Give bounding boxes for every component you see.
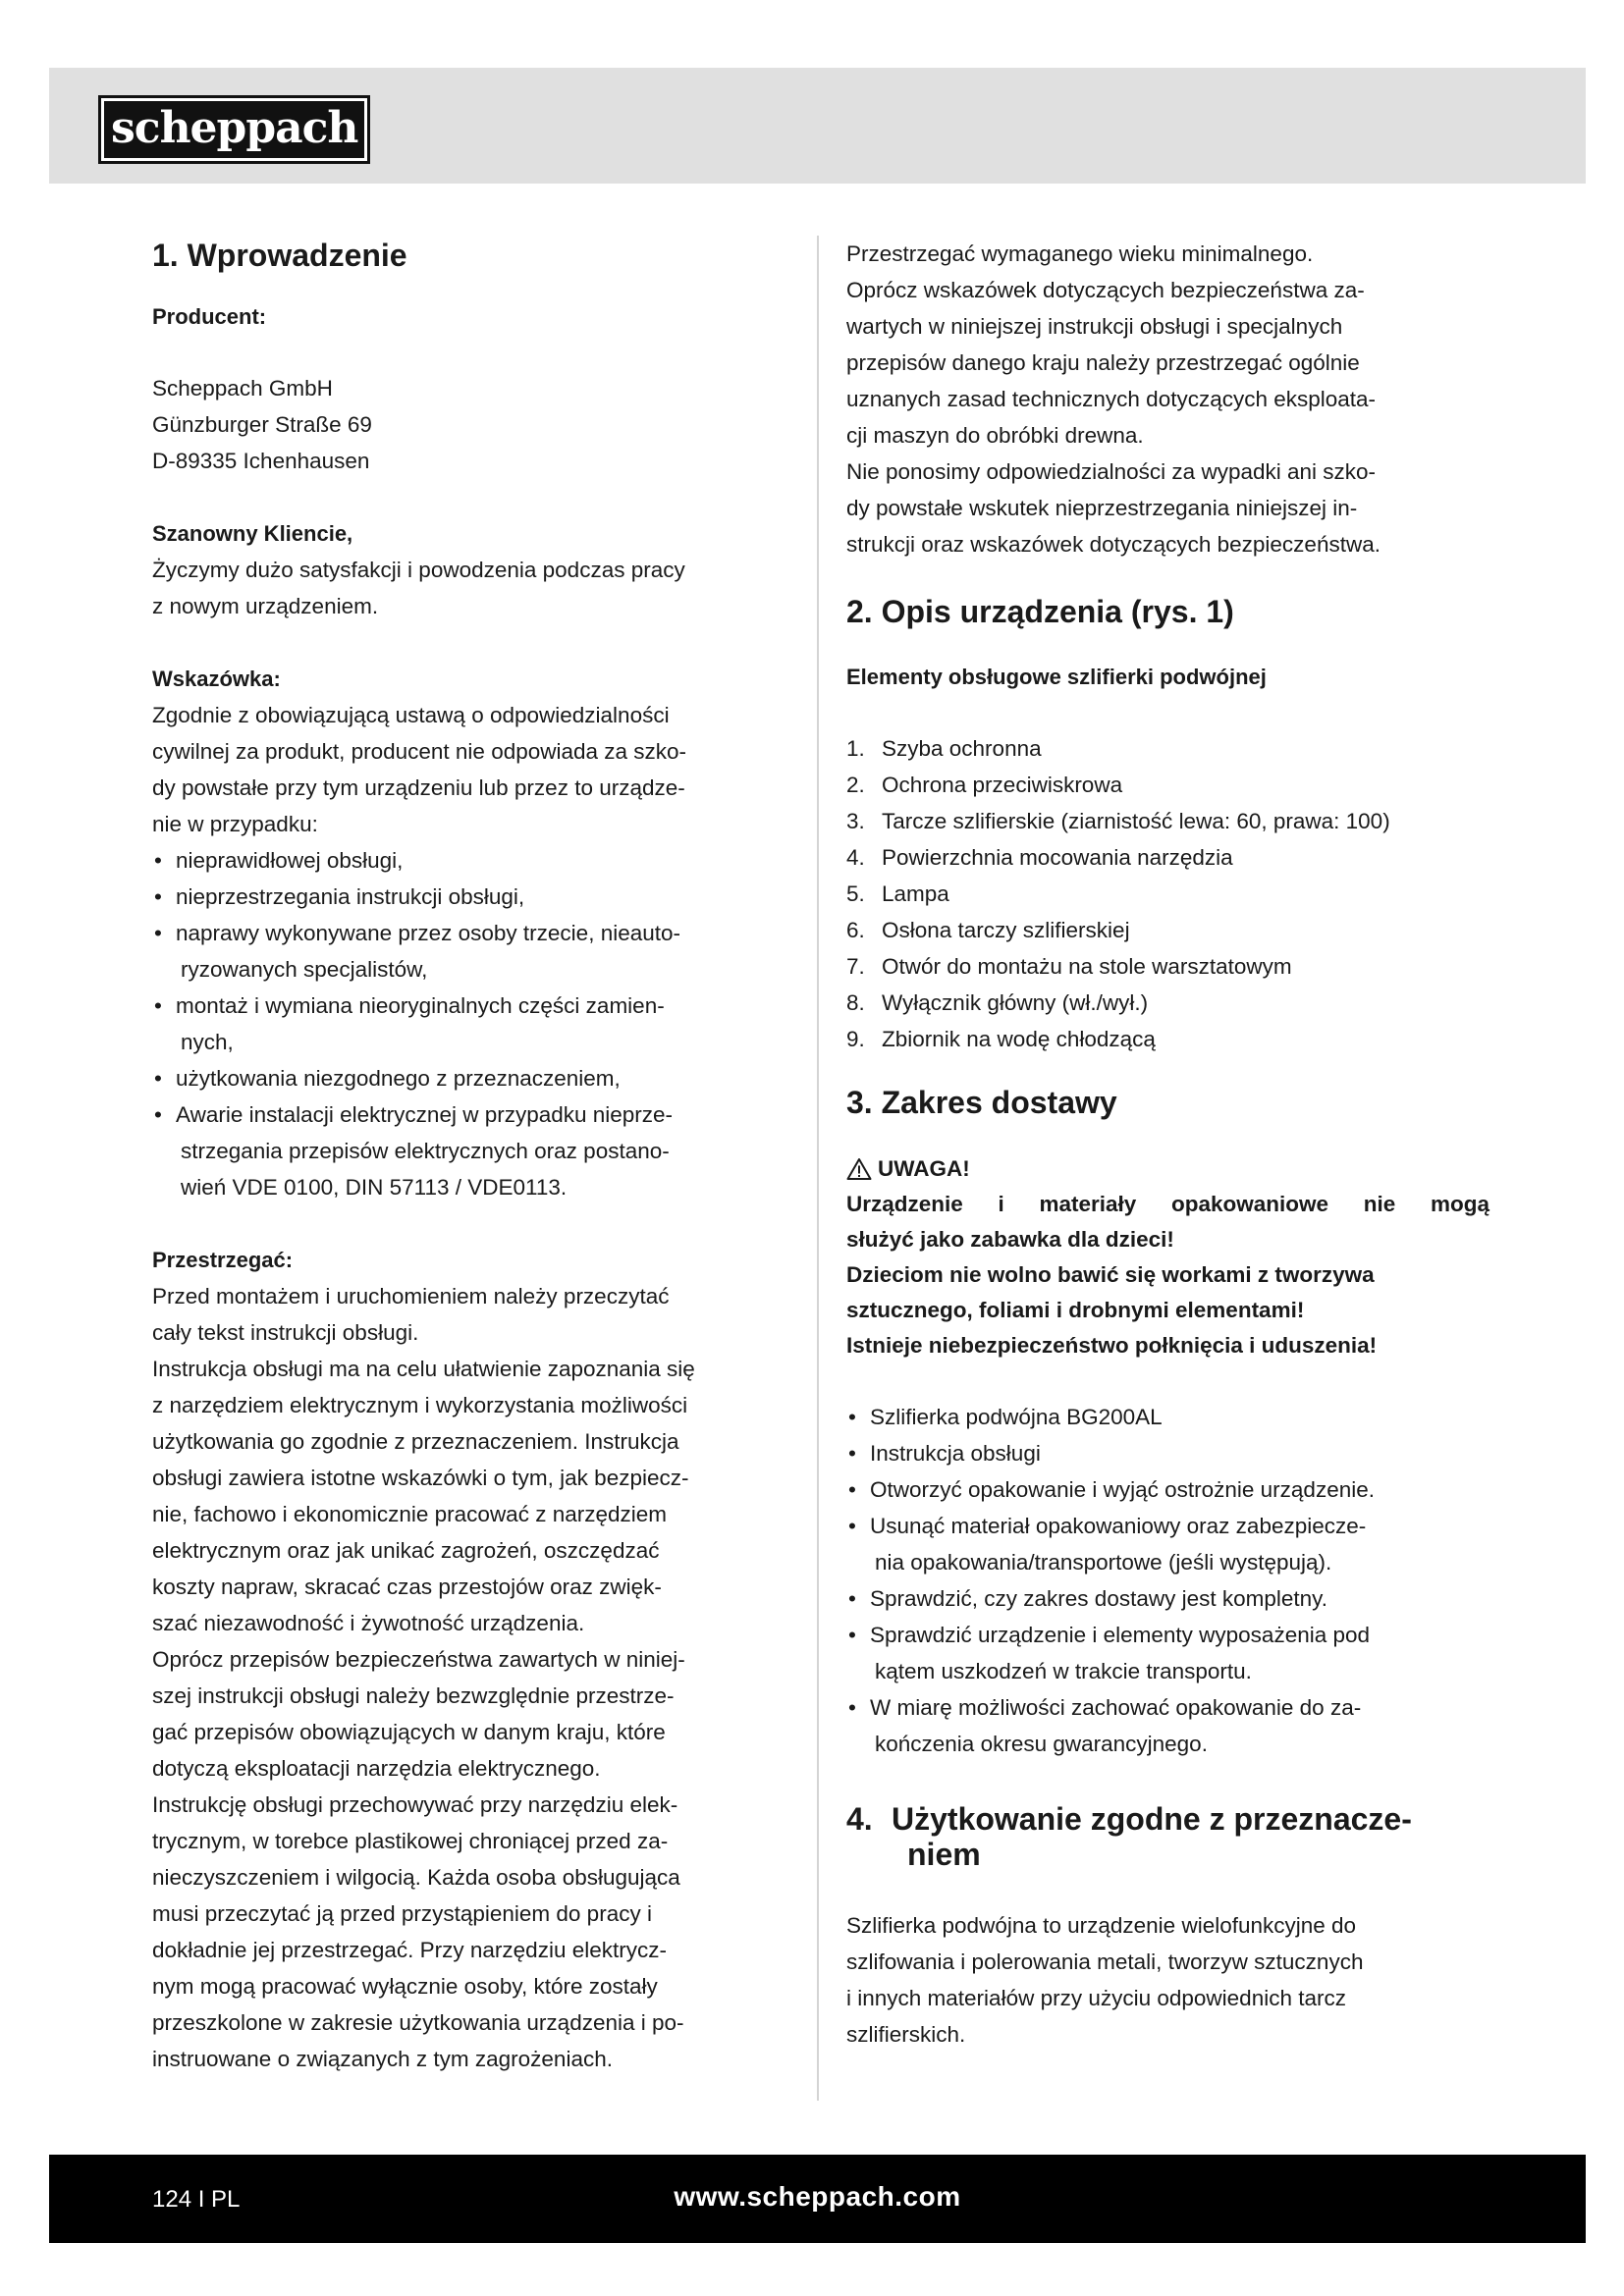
warning-line: Urządzenie i materiały opakowaniowe nie mogą: [846, 1192, 1489, 1216]
list-item: 3. Tarcze szlifierskie (ziarnistość lewa: 60, prawa: 100): [846, 809, 1390, 833]
section-4-title: [846, 1799, 1489, 1870]
list-item: • naprawy wykonywane przez osoby trzecie, nieauto- ryzowanych specjalistów,: [154, 921, 681, 982]
warning-text: [846, 1187, 1489, 1363]
text-line: elektrycznym oraz jak unikać zagrożeń, oszczędzać: [152, 1538, 660, 1563]
warning-triangle-icon: [846, 1157, 872, 1181]
left-column: [152, 236, 800, 2077]
text-line: Przestrzegać wymaganego wieku minimalnego.: [846, 241, 1314, 266]
section-4-number: 4.: [846, 1801, 873, 1837]
note-line: nie w przypadku:: [152, 812, 318, 836]
section-4-body: [846, 1907, 1489, 2053]
warning-heading: [846, 1151, 1489, 1187]
observe-label: Przestrzegać:: [152, 1248, 294, 1272]
text-line: Oprócz przepisów bezpieczeństwa zawartych w niniej-: [152, 1647, 685, 1672]
text-line: Przed montażem i uruchomieniem należy przeczytać: [152, 1284, 670, 1308]
list-item: 2. Ochrona przeciwiskrowa: [846, 773, 1123, 797]
section-1-title: 1. Wprowadzenie: [152, 238, 407, 273]
greeting-line: z nowym urządzeniem.: [152, 594, 379, 618]
text-line: przeszkolone w zakresie użytkowania urządzenia i po-: [152, 2010, 684, 2035]
observe-text: [152, 1278, 800, 2077]
note-line: Zgodnie z obowiązującą ustawą o odpowiedzialności: [152, 703, 670, 727]
list-item: 7. Otwór do montażu na stole warsztatowym: [846, 954, 1292, 979]
list-item: • Usunąć materiał opakowaniowy oraz zabezpiecze- nia opakowania/transportowe (jeśli występują).: [848, 1514, 1367, 1575]
text-line: Instrukcja obsługi ma na celu ułatwienie zapoznania się: [152, 1357, 695, 1381]
scheppach-logo: scheppach: [98, 95, 370, 164]
text-line: trycznym, w torebce plastikowej chroniącej przed za-: [152, 1829, 669, 1853]
text-line: szlifierskich.: [846, 2022, 966, 2047]
text-line: nie, fachowo i ekonomicznie pracować z narzędziem: [152, 1502, 668, 1526]
website-link[interactable]: www.scheppach.com: [674, 2181, 961, 2212]
list-item: • montaż i wymiana nieoryginalnych części zamien- nych,: [154, 993, 665, 1054]
text-line: musi przeczytać ją przed przystąpieniem do pracy i: [152, 1901, 652, 1926]
delivery-list: [846, 1399, 1489, 1762]
list-item: • Awarie instalacji elektrycznej w przypadku nieprze- strzegania przepisów elektrycznych oraz postano- wień VDE 0100, DIN 57113 / VDE0113.: [154, 1102, 674, 1200]
column-divider: [817, 236, 819, 2101]
text-line: Szlifierka podwójna to urządzenie wielofunkcyjne do: [846, 1913, 1357, 1938]
footer-band: [49, 2155, 1586, 2243]
producer-address: [152, 370, 800, 479]
note-line: cywilnej za produkt, producent nie odpowiada za szko-: [152, 739, 687, 764]
section-1-continued: [846, 236, 1489, 562]
list-item: • Sprawdzić, czy zakres dostawy jest kompletny.: [848, 1586, 1327, 1611]
address-line: Günzburger Straße 69: [152, 412, 372, 437]
greeting-label: Szanowny Kliencie,: [152, 521, 353, 546]
text-line: Nie ponosimy odpowiedzialności za wypadki ani szko-: [846, 459, 1377, 484]
text-line: strukcji oraz wskazówek dotyczących bezpieczeństwa.: [846, 532, 1380, 557]
warning-line: sztucznego, foliami i drobnymi elementami!: [846, 1298, 1305, 1322]
text-line: przepisów danego kraju należy przestrzegać ogólnie: [846, 350, 1360, 375]
list-item: • Otworzyć opakowanie i wyjąć ostrożnie urządzenie.: [848, 1477, 1375, 1502]
text-line: nym mogą pracować wyłącznie osoby, które zostały: [152, 1974, 658, 1999]
text-line: z narzędziem elektrycznym i wykorzystania możliwości: [152, 1393, 688, 1417]
text-line: instruowane o związanych z tym zagrożeniach.: [152, 2047, 613, 2071]
text-line: gać przepisów obowiązujących w danym kraju, które: [152, 1720, 666, 1744]
warning-line: Istnieje niebezpieczeństwo połknięcia i uduszenia!: [846, 1333, 1378, 1358]
list-item: 5. Lampa: [846, 881, 949, 906]
section-4-title-line: Użytkowanie zgodne z przeznacze-: [892, 1801, 1412, 1837]
note-list: [152, 842, 800, 1205]
list-item: • Szlifierka podwójna BG200AL: [848, 1405, 1163, 1429]
list-item: 6. Osłona tarczy szlifierskiej: [846, 918, 1130, 942]
text-line: uznanych zasad technicznych dotyczących eksploata-: [846, 387, 1377, 411]
text-line: szać niezawodność i żywotność urządzenia.: [152, 1611, 585, 1635]
right-column: [846, 236, 1489, 2053]
text-line: dy powstałe wskutek nieprzestrzegania niniejszej in-: [846, 496, 1358, 520]
text-line: nieczyszczeniem i wilgocią. Każda osoba obsługująca: [152, 1865, 680, 1890]
list-item: 1. Szyba ochronna: [846, 736, 1042, 761]
list-item: • Sprawdzić urządzenie i elementy wyposażenia pod kątem uszkodzeń w trakcie transportu.: [848, 1623, 1371, 1683]
section-2-title: 2. Opis urządzenia (rys. 1): [846, 594, 1234, 629]
device-parts-list: [846, 730, 1489, 1057]
section-4-title-line: niem: [907, 1837, 981, 1872]
list-item: • nieprawidłowej obsługi,: [154, 848, 404, 873]
list-item: • nieprzestrzegania instrukcji obsługi,: [154, 884, 525, 909]
warning-line: służyć jako zabawka dla dzieci!: [846, 1227, 1174, 1252]
text-line: cji maszyn do obróbki drewna.: [846, 423, 1144, 448]
list-item: • użytkowania niezgodnego z przeznaczeniem,: [154, 1066, 621, 1091]
text-line: obsługi zawiera istotne wskazówki o tym, jak bezpiecz-: [152, 1466, 689, 1490]
note-line: dy powstałe przy tym urządzeniu lub przez to urządze-: [152, 775, 685, 800]
text-line: dotyczą eksploatacji narzędzia elektrycznego.: [152, 1756, 601, 1781]
text-line: i innych materiałów przy użyciu odpowiednich tarcz: [846, 1986, 1346, 2010]
address-line: Scheppach GmbH: [152, 376, 333, 400]
producer-label: Producent:: [152, 304, 267, 329]
warning-line: Dzieciom nie wolno bawić się workami z tworzywa: [846, 1262, 1375, 1287]
text-line: szej instrukcji obsługi należy bezwzględnie przestrze-: [152, 1683, 675, 1708]
text-line: koszty napraw, skracać czas przestojów oraz zwięk-: [152, 1575, 662, 1599]
section-2-subtitle: Elementy obsługowe szlifierki podwójnej: [846, 665, 1267, 689]
page-number: 124 I PL: [152, 2186, 241, 2213]
section-3-title: 3. Zakres dostawy: [846, 1085, 1117, 1120]
text-line: Instrukcję obsługi przechowywać przy narzędziu elek-: [152, 1792, 678, 1817]
header-band: [49, 68, 1586, 184]
text-line: dokładnie jej przestrzegać. Przy narzędziu elektrycz-: [152, 1938, 667, 1962]
list-item: • W miarę możliwości zachować opakowanie do za- kończenia okresu gwarancyjnego.: [848, 1695, 1362, 1756]
text-line: cały tekst instrukcji obsługi.: [152, 1320, 419, 1345]
greeting-line: Życzymy dużo satysfakcji i powodzenia podczas pracy: [152, 558, 685, 582]
warning-label: UWAGA!: [878, 1156, 970, 1181]
list-item: 8. Wyłącznik główny (wł./wył.): [846, 990, 1149, 1015]
list-item: • Instrukcja obsługi: [848, 1441, 1041, 1466]
text-line: użytkowania go zgodnie z przeznaczeniem. Instrukcja: [152, 1429, 679, 1454]
text-line: Oprócz wskazówek dotyczących bezpieczeństwa za-: [846, 278, 1365, 302]
note-label: Wskazówka:: [152, 667, 281, 691]
address-line: D-89335 Ichenhausen: [152, 449, 370, 473]
text-line: szlifowania i polerowania metali, tworzyw sztucznych: [846, 1949, 1364, 1974]
list-item: 9. Zbiornik na wodę chłodzącą: [846, 1027, 1156, 1051]
text-line: wartych w niniejszej instrukcji obsługi i specjalnych: [846, 314, 1343, 339]
list-item: 4. Powierzchnia mocowania narzędzia: [846, 845, 1233, 870]
